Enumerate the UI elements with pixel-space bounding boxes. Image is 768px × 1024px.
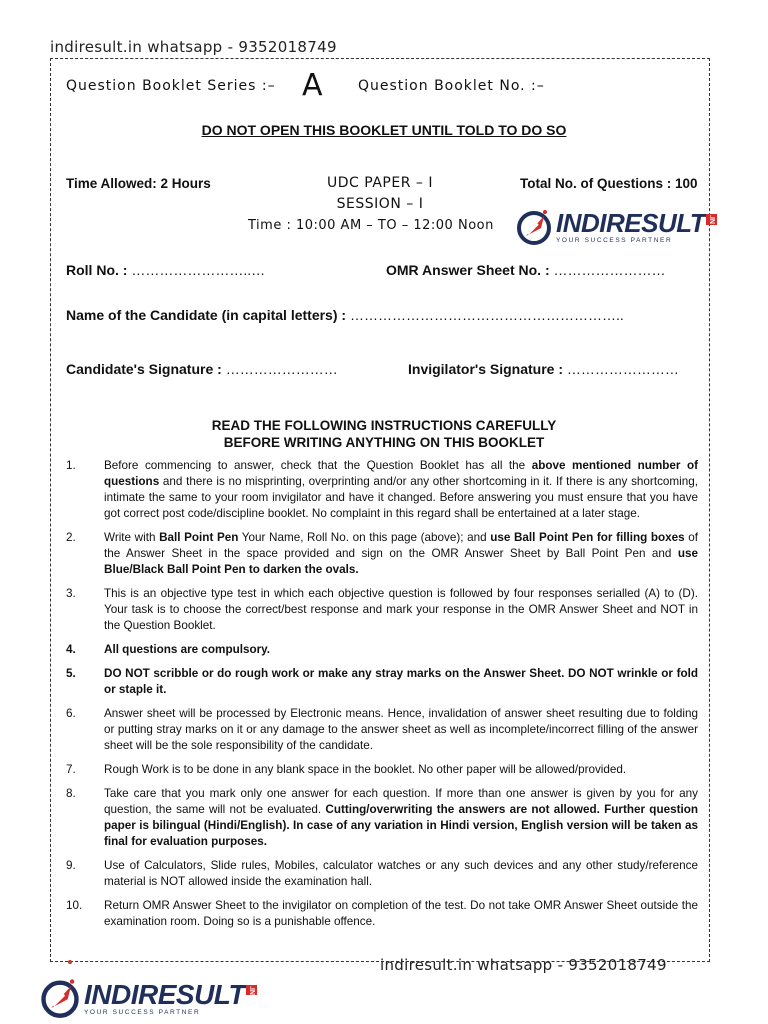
instruction-text-part: use Blue/Black Ball Point Pen to darken the ovals. — [104, 547, 698, 576]
time-allowed: Time Allowed: 2 Hours — [66, 176, 211, 191]
invigilator-signature-label: Invigilator's Signature : — [408, 361, 564, 377]
instruction-number: 10. — [66, 899, 83, 912]
watermark-top: indiresult.in whatsapp - 9352018749 — [50, 38, 337, 56]
series-label: Question Booklet Series :– — [66, 78, 276, 94]
session-label: SESSION – I — [336, 196, 424, 212]
instruction-text-part: Take care that you mark only one answer for each question. If more than one answer is given by you for any question, the same will not be evaluated. — [104, 787, 698, 816]
series-value: A — [302, 68, 323, 103]
instructions-list — [66, 458, 698, 938]
instruction-number: 4. — [66, 643, 76, 656]
instruction-text-part: above mentioned number of questions — [104, 459, 698, 488]
instruction-number: 3. — [66, 587, 76, 600]
instruction-text — [104, 666, 698, 698]
total-questions: Total No. of Questions : 100 — [520, 176, 698, 191]
instruction-text-part: DO NOT scribble or do rough work or make any stray marks on the Answer Sheet. DO NOT wrinkle or fold or staple it. — [104, 667, 698, 696]
instruction-text-part: All questions are compulsory. — [104, 643, 271, 656]
instructions-heading — [0, 417, 768, 451]
rocket-circle-icon — [38, 975, 82, 1019]
instruction-item — [66, 858, 698, 890]
watermark-bottom: indiresult.in whatsapp - 9352018749 — [380, 956, 667, 974]
instruction-text-part: use Ball Point Pen for filling boxes — [490, 531, 685, 544]
instruction-text — [104, 786, 698, 850]
instruction-text-part: Return OMR Answer Sheet to the invigilator on completion of the test. Do not take OMR Answer Sheet outside the examination room. Doing so is a punishable offence. — [104, 899, 698, 928]
instruction-text-part: Write with — [104, 531, 160, 544]
instruction-text-part: Rough Work is to be done in any blank space in the booklet. No other paper will be allowed/provided. — [104, 763, 627, 776]
instruction-number: 5. — [66, 667, 76, 680]
omr-number-label: OMR Answer Sheet No. : — [386, 262, 550, 278]
instruction-number: 2. — [66, 531, 76, 544]
booklet-number-label: Question Booklet No. :– — [358, 78, 545, 94]
instruction-text-part: Ball Point Pen — [159, 531, 239, 544]
instruction-item — [66, 530, 698, 578]
instruction-text — [104, 586, 698, 634]
instruction-text — [104, 706, 698, 754]
omr-number-field — [386, 262, 666, 278]
instruction-text — [104, 642, 698, 658]
instruction-item — [66, 786, 698, 850]
instruction-item — [66, 586, 698, 634]
instruction-text-part: of the Answer Sheet in the space provided and sign on the OMR Answer Sheet by Ball Point Pen and — [104, 531, 698, 560]
logo-name: INDIRESULT — [556, 208, 706, 238]
candidate-name-field — [66, 307, 624, 323]
logo-suffix: .IN — [247, 985, 255, 995]
candidate-name-label: Name of the Candidate (in capital letters) : — [66, 307, 347, 323]
omr-number-blank: …………………… — [549, 262, 666, 278]
logo-tagline: YOUR SUCCESS PARTNER — [84, 1008, 201, 1016]
instruction-text — [104, 858, 698, 890]
roll-number-label: Roll No. : — [66, 262, 128, 278]
instruction-item — [66, 642, 698, 658]
indiresult-logo-footer — [38, 975, 257, 1019]
instruction-number: 9. — [66, 859, 76, 872]
invigilator-signature-blank: …………………… — [563, 361, 679, 377]
instruction-text — [104, 762, 698, 778]
instruction-number: 1. — [66, 459, 76, 472]
indiresult-logo — [514, 206, 717, 246]
instruction-item — [66, 706, 698, 754]
paper-title: UDC PAPER – I — [327, 175, 433, 191]
bullet-dot — [68, 960, 72, 964]
candidate-signature-blank: …………………… — [221, 361, 338, 377]
instruction-text-part: Answer sheet will be processed by Electronic means. Hence, invalidation of answer sheet resulting due to folding or putting stray marks on it or any damage to the answer sheet as well as incomplete/incorrect filling of the answer sheet will be the sole responsibility of the candidate. — [104, 707, 698, 752]
candidate-signature-field — [66, 361, 338, 377]
instruction-number: 6. — [66, 707, 76, 720]
instruction-number: 7. — [66, 763, 76, 776]
logo-suffix: .IN — [708, 215, 716, 224]
instruction-item — [66, 458, 698, 522]
instructions-heading-line-1: READ THE FOLLOWING INSTRUCTIONS CAREFULLY — [211, 418, 557, 433]
instruction-text-part: Your Name, Roll No. on this page (above); and — [238, 531, 491, 544]
instruction-text-part: Before commencing to answer, check that the Question Booklet has all the — [104, 459, 532, 472]
roll-number-field — [66, 262, 265, 278]
instruction-item — [66, 898, 698, 930]
logo-tagline: YOUR SUCCESS PARTNER — [556, 237, 673, 244]
candidate-name-blank: ………………………………………………….. — [346, 307, 624, 323]
instructions-heading-line-2: BEFORE WRITING ANYTHING ON THIS BOOKLET — [223, 435, 545, 450]
instruction-text-part: and there is no misprinting, overprinting and/or any other shortcoming in it. If there is any shortcoming, intimate the same to your room invigilator and have it changed. Before answering you must ensure that you have got correct post code/discipline booklet. No complaint in this regard shall be entertained at a later stage. — [104, 475, 698, 520]
rocket-circle-icon — [514, 206, 554, 246]
instruction-text — [104, 530, 698, 578]
instruction-text-part: Use of Calculators, Slide rules, Mobiles, calculator watches or any such devices and any other study/reference material is NOT allowed inside the examination hall. — [104, 859, 698, 888]
roll-number-blank: ……………………..… — [127, 262, 266, 278]
candidate-signature-label: Candidate's Signature : — [66, 361, 222, 377]
instruction-text-part: This is an objective type test in which each objective question is followed by four responses serialled (A) to (D). Your task is to choose the correct/best response and mark your response in the OMR Answer Sheet and NOT in the Question Booklet. — [104, 587, 698, 632]
instruction-text-part: Cutting/overwriting the answers are not allowed. Further question paper is bilingual (Hindi/English). In case of any variation in Hindi version, English version will be taken as final for evaluation purposes. — [104, 803, 698, 848]
instruction-item — [66, 762, 698, 778]
instruction-text — [104, 458, 698, 522]
instruction-number: 8. — [66, 787, 76, 800]
logo-name: INDIRESULT — [84, 978, 245, 1010]
instruction-item — [66, 666, 698, 698]
invigilator-signature-field — [408, 361, 679, 377]
exam-timing: Time : 10:00 AM – TO – 12:00 Noon — [248, 218, 494, 233]
do-not-open-notice: DO NOT OPEN THIS BOOKLET UNTIL TOLD TO DO SO — [201, 122, 567, 138]
instruction-text — [104, 898, 698, 930]
